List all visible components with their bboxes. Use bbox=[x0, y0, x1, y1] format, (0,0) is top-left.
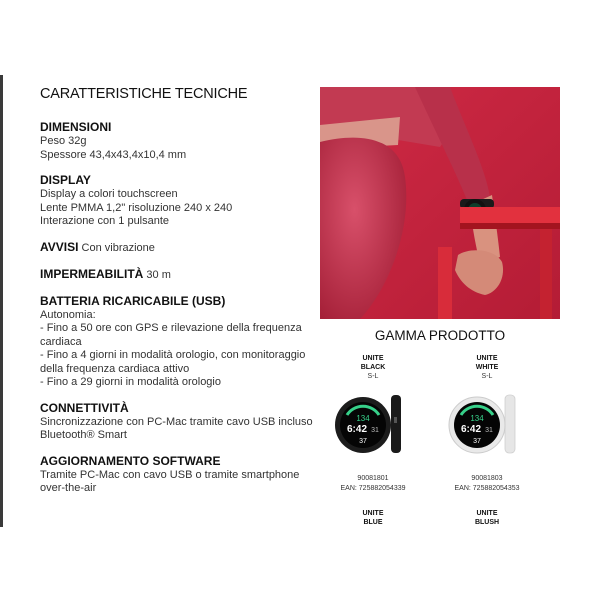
product-model: UNITE bbox=[476, 355, 498, 362]
watch-sec-value: 31 bbox=[485, 427, 493, 434]
spec-line: - Fino a 4 giorni in modalità orologio, con monitoraggio bbox=[40, 349, 306, 361]
spec-column bbox=[40, 86, 315, 507]
product-color: BLUE bbox=[363, 519, 383, 526]
section-title: AGGIORNAMENTO SOFTWARE bbox=[40, 453, 221, 468]
product-card-white bbox=[427, 354, 547, 494]
section-title: DISPLAY bbox=[40, 173, 91, 187]
watch-image-white bbox=[427, 386, 547, 466]
spec-line: - Fino a 50 ore con GPS e rilevazione della frequenza bbox=[40, 322, 302, 334]
lifestyle-photo-illustration bbox=[320, 87, 560, 319]
spec-line: Display a colori touchscreen bbox=[40, 188, 178, 200]
lifestyle-photo bbox=[320, 87, 560, 319]
watch-sec-value: 31 bbox=[371, 427, 379, 434]
spec-line: over-the-air bbox=[40, 482, 97, 494]
section-batteria bbox=[40, 294, 315, 390]
product-model: UNITE bbox=[362, 355, 384, 362]
section-aggiornamento bbox=[40, 454, 315, 496]
product-code: 90081801 bbox=[357, 475, 389, 482]
product-model: UNITE bbox=[476, 510, 498, 517]
section-display bbox=[40, 173, 315, 229]
product-color: BLACK bbox=[360, 364, 386, 371]
section-impermeabilita bbox=[40, 267, 315, 283]
spec-line: Spessore 43,4x43,4x10,4 mm bbox=[40, 148, 187, 161]
watch-image-black bbox=[313, 386, 433, 466]
product-color: WHITE bbox=[475, 364, 499, 371]
page-edge-marker bbox=[0, 75, 3, 527]
watch-time-value: 6:42 bbox=[460, 424, 482, 435]
product-ean: EAN: 725882054339 bbox=[340, 485, 406, 492]
section-title: BATTERIA RICARICABILE (USB) bbox=[40, 293, 226, 308]
watch-hr-value: 134 bbox=[356, 414, 370, 423]
gamma-title: GAMMA PRODOTTO bbox=[374, 328, 506, 343]
spec-line: - Fino a 29 giorni in modalità orologio bbox=[40, 376, 221, 388]
product-size: S-L bbox=[367, 373, 379, 380]
section-connettivita bbox=[40, 401, 315, 443]
spec-line: della frequenza cardiaca attivo bbox=[40, 362, 190, 375]
section-title: AVVISI bbox=[40, 239, 79, 254]
product-card-blue bbox=[313, 509, 433, 527]
spec-inline-value: Con vibrazione bbox=[81, 241, 155, 254]
spec-inline-value: 30 m bbox=[146, 268, 171, 281]
spec-line: Peso 32g bbox=[40, 135, 87, 147]
watch-date-value: 37 bbox=[359, 438, 367, 445]
spec-line: Sincronizzazione con PC-Mac tramite cavo USB incluso bbox=[40, 415, 313, 428]
spec-line: Tramite PC-Mac con cavo USB o tramite smartphone bbox=[40, 468, 300, 481]
product-card-blush bbox=[427, 509, 547, 527]
spec-line: Autonomia: bbox=[40, 308, 96, 321]
watch-date-value: 37 bbox=[473, 438, 481, 445]
watch-hr-value: 134 bbox=[470, 414, 484, 423]
product-code: 90081803 bbox=[471, 475, 503, 482]
section-avvisi bbox=[40, 240, 315, 256]
product-color: BLUSH bbox=[474, 519, 500, 526]
spec-title: CARATTERISTICHE TECNICHE bbox=[40, 86, 248, 102]
section-title: DIMENSIONI bbox=[40, 120, 112, 134]
spec-line: cardiaca bbox=[40, 335, 82, 348]
spec-line: Bluetooth® Smart bbox=[40, 429, 127, 441]
watch-time-value: 6:42 bbox=[346, 424, 368, 435]
spec-line: Lente PMMA 1,2" risoluzione 240 x 240 bbox=[40, 201, 233, 214]
product-ean: EAN: 725882054353 bbox=[454, 485, 520, 492]
spec-line: Interazione con 1 pulsante bbox=[40, 215, 170, 227]
product-card-black bbox=[313, 354, 433, 494]
section-title: IMPERMEABILITÀ bbox=[40, 266, 144, 281]
section-title: CONNETTIVITÀ bbox=[40, 400, 129, 415]
product-model: UNITE bbox=[362, 510, 384, 517]
section-dimensioni bbox=[40, 120, 315, 162]
product-size: S-L bbox=[481, 373, 493, 380]
